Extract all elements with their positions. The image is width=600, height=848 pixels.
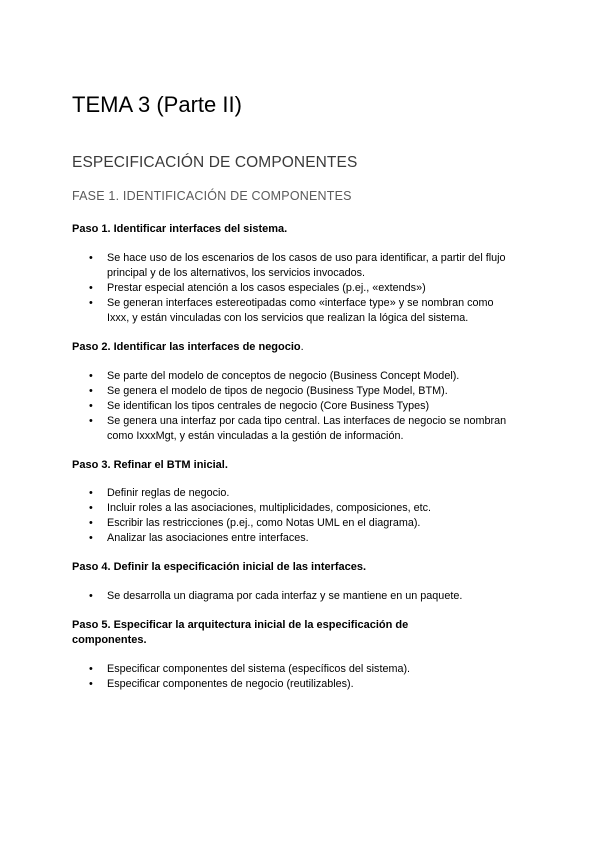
list-item: • Especificar componentes del sistema (específicos del sistema). <box>89 662 529 677</box>
step-1-list <box>89 251 529 326</box>
step-5-list <box>89 662 529 692</box>
list-item: • Se desarrolla un diagrama por cada interfaz y se mantiene en un paquete. <box>89 589 529 604</box>
step-1-heading: Paso 1. Identificar interfaces del sistema. <box>72 223 288 235</box>
step-3-list <box>89 486 529 546</box>
list-item: • Prestar especial atención a los casos especiales (p.ej., «extends») <box>89 281 529 296</box>
step-2-heading-text: Paso 2. Identificar las interfaces de negocio <box>72 341 301 353</box>
step-4-heading: Paso 4. Definir la especificación inicial de las interfaces. <box>72 561 367 573</box>
section-heading: ESPECIFICACIÓN DE COMPONENTES <box>72 154 358 171</box>
step-2-list <box>89 369 529 444</box>
list-item: • Definir reglas de negocio. <box>89 486 529 501</box>
list-item: • Se genera el modelo de tipos de negocio (Business Type Model, BTM). <box>89 384 529 399</box>
list-item: • Se parte del modelo de conceptos de negocio (Business Concept Model). <box>89 369 529 384</box>
list-item: • Analizar las asociaciones entre interfaces. <box>89 531 529 546</box>
list-item: • Escribir las restricciones (p.ej., como Notas UML en el diagrama). <box>89 516 529 531</box>
step-2-heading <box>72 340 304 355</box>
list-item: • Incluir roles a las asociaciones, multiplicidades, composiciones, etc. <box>89 501 529 516</box>
step-5-heading-line-1: Paso 5. Especificar la arquitectura inicial de la especificación de <box>72 619 409 631</box>
list-item: • Se genera una interfaz por cada tipo central. Las interfaces de negocio se nombran como IxxxMgt, y están vinculadas a la gestión de información. <box>89 414 517 444</box>
step-2-heading-period: . <box>300 341 304 353</box>
list-item: • Se hace uso de los escenarios de los casos de uso para identificar, a partir del flujo principal y de los alternativos, los servicios invocados. <box>89 251 517 281</box>
page-title: TEMA 3 (Parte II) <box>72 92 242 117</box>
list-item: • Especificar componentes de negocio (reutilizables). <box>89 677 529 692</box>
step-4-list <box>89 589 529 604</box>
step-5-heading-line-2: componentes. <box>72 634 147 646</box>
subsection-heading: FASE 1. IDENTIFICACIÓN DE COMPONENTES <box>72 189 352 203</box>
list-item: • Se identifican los tipos centrales de negocio (Core Business Types) <box>89 399 529 414</box>
step-3-heading: Paso 3. Refinar el BTM inicial. <box>72 459 228 471</box>
list-item: • Se generan interfaces estereotipadas como «interface type» y se nombran como Ixxx, y están vinculadas con los servicios que realizan la lógica del sistema. <box>89 296 517 326</box>
